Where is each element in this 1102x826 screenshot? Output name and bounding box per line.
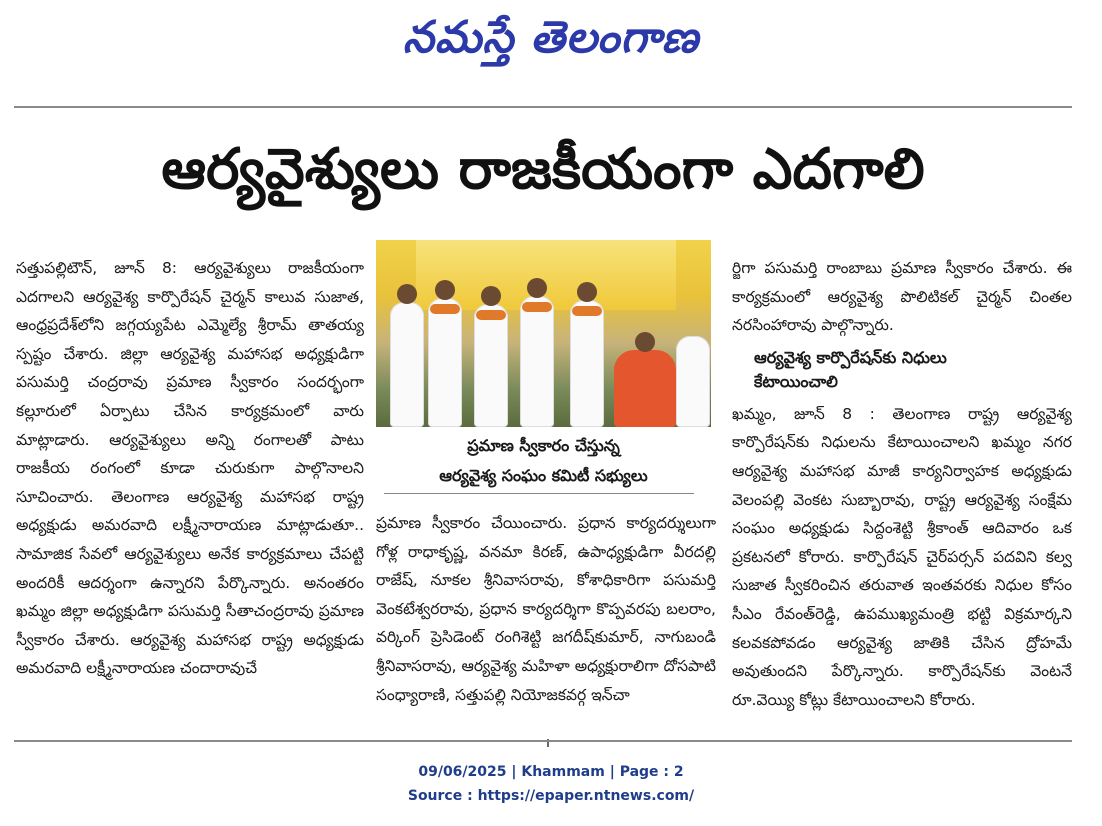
article-column-2 (376, 509, 716, 731)
article-text: ర్జిగా పసుమర్తి రాంబాబు ప్రమాణ స్వీకారం చేశారు. ఈ కార్యక్రమంలో ఆర్యవైశ్య పొలిటికల్ చైర్మన్ చింతల నరసింహారావు పాల్గొన్నారు. (732, 259, 1072, 335)
caption-divider (384, 493, 694, 494)
subhead-line-1: ఆర్యవైశ్య కార్పొరేషన్‌కు నిధులు (754, 347, 947, 367)
photo-person (474, 304, 508, 427)
masthead-logo: నమస్తే తెలంగాణ (402, 12, 700, 63)
article-text: ప్రమాణ స్వీకారం చేయించారు. ప్రధాన కార్యదర్శులుగా గోళ్ల రాధాకృష్ణ, వనమా కిరణ్, ఉపాధ్యక్షుడిగా వీరదల్లి రాజేష్, నూకల శ్రీనివాసరావు, కోశాధికారిగా పసుమర్తి వెంకటేశ్వరరావు, ప్రధాన కార్యదర్శిగా కొప్పవరపు బలరాం, వర్కింగ్ ప్రెసిడెంట్ రంగిశెట్టి జగదీష్‌కుమార్, నాగుబండి శ్రీనివాసరావు, ఆర్యవైశ్య మహిళా అధ్యక్షురాలిగా దోసపాటి సంధ్యారాణి, సత్తుపల్లి నియోజకవర్గ ఇన్‌చా (376, 514, 716, 704)
footer-source-link[interactable]: Source : https://epaper.ntnews.com/ (407, 788, 695, 804)
subhead-line-2: కేటాయించాలి (754, 371, 838, 391)
article2-subhead (754, 346, 1072, 394)
headline: ఆర్యవైశ్యులు రాజకీయంగా ఎదగాలి (161, 137, 925, 202)
article-text: సత్తుపల్లిటౌన్, జూన్ 8: ఆర్యవైశ్యులు రాజకీయంగా ఎదగాలని ఆర్యవైశ్య కార్పొరేషన్ చైర్మన్ కాలువ సుజాత, ఆంధ్రప్రదేశ్‌లోని జగ్గయ్యపేట ఎమ్మెల్యే శ్రీరామ్ తాతయ్య స్పష్టం చేశారు. జిల్లా ఆర్యవైశ్య మహాసభ అధ్యక్షుడిగా పసుమర్తి చంద్రరావు ప్రమాణ స్వీకారం సందర్భంగా కల్లూరులో ఏర్పాటు చేసిన కార్యక్రమంలో వారు మాట్లాడారు. ఆర్యవైశ్యులు అన్ని రంగాలతో పాటు రాజకీయ రంగంలో కూడా చురుకుగా పాల్గొనాలని సూచించారు. తెలంగాణ ఆర్యవైశ్య మహాసభ రాష్ట్ర అధ్యక్షుడు అమరవాది లక్ష్మీనారాయణ మాట్లాడుతూ.. సామాజిక సేవలో ఆర్యవైశ్యులు అనేక కార్యక్రమాలు చేపట్టి అందరికీ ఆదర్శంగా ఉన్నారని పేర్కొన్నారు. అనంతరం ఖమ్మం జిల్లా అధ్యక్షుడిగా పసుమర్తి సీతాచంద్రరావు ప్రమాణ స్వీకారం చేశారు. ఆర్యవైశ్య మహాసభ రాష్ట్ర అధ్యక్షుడు అమరవాది లక్ష్మీనారాయణ చందారావుచే (16, 259, 364, 678)
caption-line-1: ప్రమాణ స్వీకారం చేస్తున్న (467, 436, 620, 455)
photo-person (390, 302, 424, 427)
article-column-1 (16, 254, 364, 724)
article2-text: ఖమ్మం, జూన్ 8 : తెలంగాణ రాష్ట్ర ఆర్యవైశ్య కార్పొరేషన్‌కు నిధులను కేటాయించాలని ఖమ్మం నగర ఆర్యవైశ్య మహాసభ మాజీ కార్యనిర్వాహక అధ్యక్షుడు వెలంపల్లి వెంకట సుబ్బారావు, రాష్ట్ర ఆర్యవైశ్య సంక్షేమ సంఘం అధ్యక్షుడు సిద్దంశెట్టి శ్రీకాంత్ ఆదివారం ఒక ప్రకటనలో కోరారు. కార్పొరేషన్ చైర్‌పర్సన్ పదవిని కల్వ సుజాత స్వీకరించిన తరువాత ఇంతవరకు నిధుల కోసం సీఎం రేవంత్‌రెడ్డి, ఉపముఖ్యమంత్రి భట్టి విక్రమార్కని కలవకపోవడం ఆర్యవైశ్య జాతికి చేసిన ద్రోహమే అవుతుందని పేర్కొన్నారు. కార్పొరేషన్‌కు వెంటనే రూ.వెయ్యి కోట్లు కేటాయించాలని కోరారు. (732, 404, 1072, 709)
bottom-divider (14, 740, 1072, 742)
news-photo (376, 240, 711, 427)
photo-caption (376, 431, 711, 491)
photo-seated-person (614, 350, 676, 427)
photo-person (570, 300, 604, 427)
footer-date-page: 09/06/2025 | Khammam | Page : 2 (418, 764, 684, 780)
top-divider (14, 106, 1072, 108)
photo-person (428, 298, 462, 427)
article-column-3 (732, 254, 1072, 724)
photo-person (520, 296, 554, 427)
photo-person (676, 336, 710, 427)
caption-line-2: ఆర్యవైశ్య సంఘం కమిటీ సభ్యులు (439, 466, 648, 485)
